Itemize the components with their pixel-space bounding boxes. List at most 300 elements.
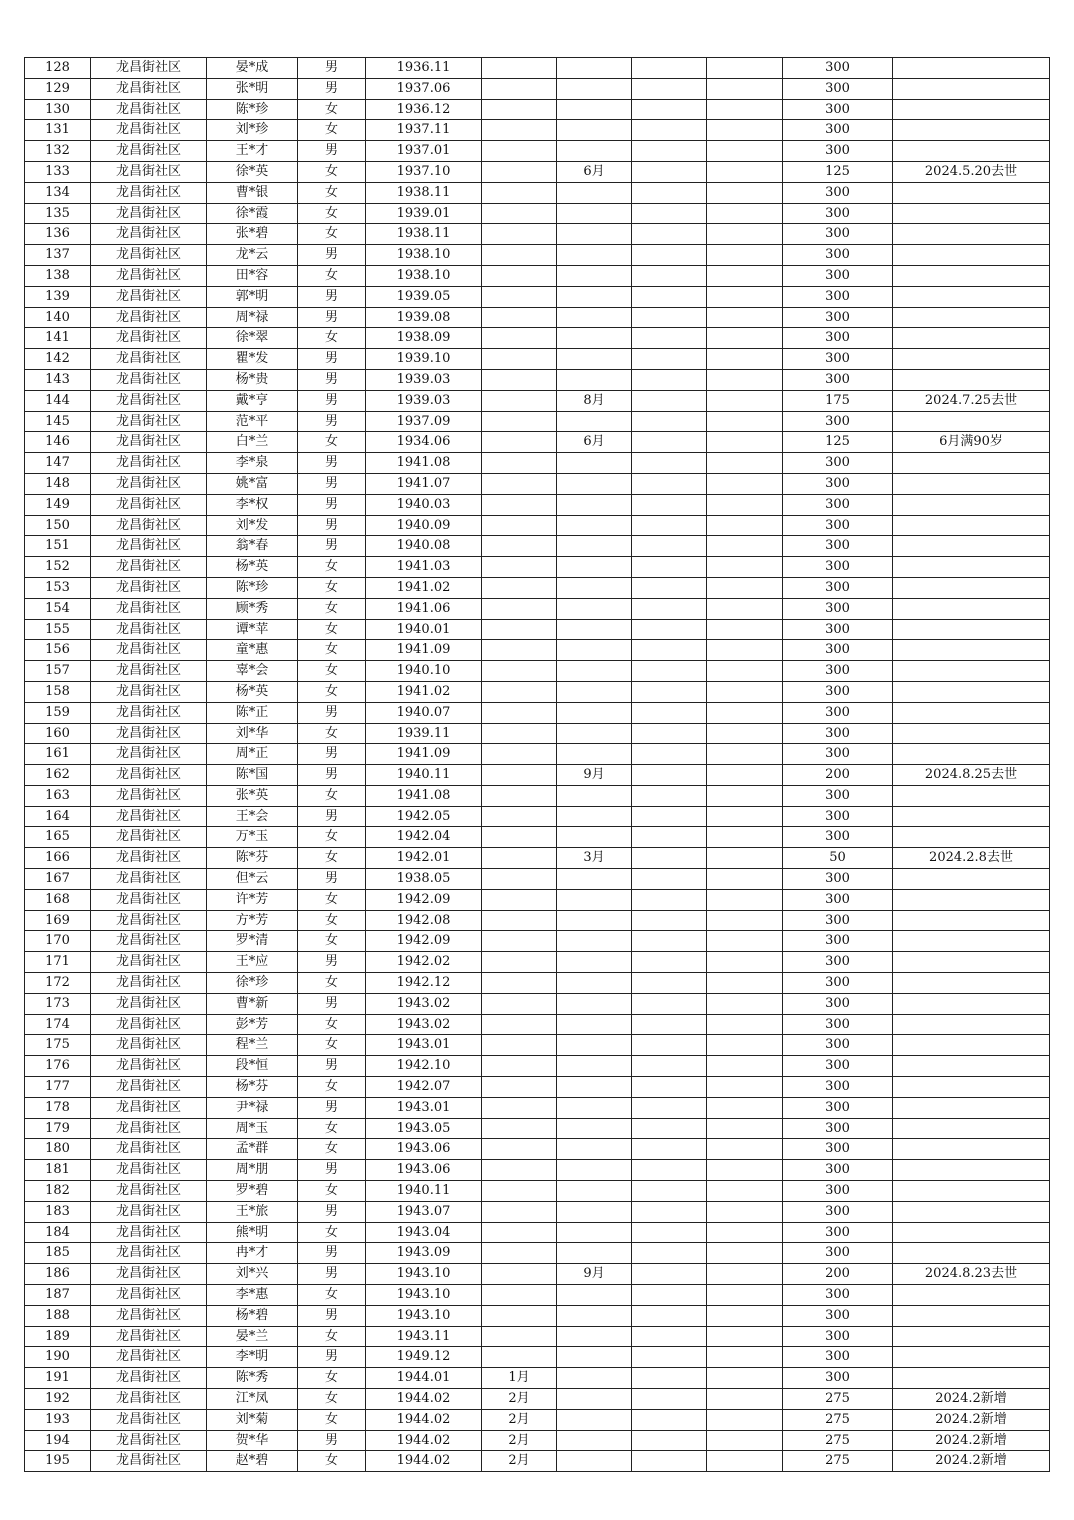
community-cell: 龙昌街社区 bbox=[91, 1222, 207, 1243]
community-cell: 龙昌街社区 bbox=[91, 141, 207, 162]
blank-cell-b bbox=[707, 1347, 783, 1368]
amount-cell: 300 bbox=[783, 806, 893, 827]
gender-cell: 女 bbox=[298, 1077, 366, 1098]
amount-cell: 300 bbox=[783, 1243, 893, 1264]
serial-number-cell: 139 bbox=[25, 286, 91, 307]
remark-cell bbox=[893, 1222, 1050, 1243]
amount-cell: 300 bbox=[783, 619, 893, 640]
remark-cell bbox=[893, 1305, 1050, 1326]
end-month-cell bbox=[557, 931, 632, 952]
blank-cell-b bbox=[707, 744, 783, 765]
table-row bbox=[25, 744, 1050, 765]
start-month-cell bbox=[482, 1014, 557, 1035]
end-month-cell: 6月 bbox=[557, 432, 632, 453]
table-row bbox=[25, 640, 1050, 661]
birth-date-cell: 1941.09 bbox=[366, 640, 482, 661]
blank-cell-b bbox=[707, 141, 783, 162]
birth-date-cell: 1938.11 bbox=[366, 224, 482, 245]
start-month-cell bbox=[482, 203, 557, 224]
table-row bbox=[25, 806, 1050, 827]
table-row bbox=[25, 702, 1050, 723]
community-cell: 龙昌街社区 bbox=[91, 286, 207, 307]
name-cell: 徐*英 bbox=[207, 161, 298, 182]
serial-number-cell: 187 bbox=[25, 1285, 91, 1306]
end-month-cell bbox=[557, 494, 632, 515]
end-month-cell bbox=[557, 1389, 632, 1410]
table-row bbox=[25, 889, 1050, 910]
name-cell: 范*平 bbox=[207, 411, 298, 432]
remark-cell bbox=[893, 141, 1050, 162]
amount-cell: 300 bbox=[783, 1305, 893, 1326]
amount-cell: 300 bbox=[783, 265, 893, 286]
blank-cell-a bbox=[632, 765, 707, 786]
serial-number-cell: 134 bbox=[25, 182, 91, 203]
end-month-cell: 9月 bbox=[557, 765, 632, 786]
remark-cell bbox=[893, 307, 1050, 328]
name-cell: 晏*成 bbox=[207, 58, 298, 79]
birth-date-cell: 1944.02 bbox=[366, 1389, 482, 1410]
amount-cell: 275 bbox=[783, 1451, 893, 1472]
serial-number-cell: 168 bbox=[25, 889, 91, 910]
remark-cell bbox=[893, 224, 1050, 245]
gender-cell: 女 bbox=[298, 1368, 366, 1389]
name-cell: 陈*正 bbox=[207, 702, 298, 723]
name-cell: 刘*华 bbox=[207, 723, 298, 744]
birth-date-cell: 1936.11 bbox=[366, 58, 482, 79]
name-cell: 童*惠 bbox=[207, 640, 298, 661]
table-row bbox=[25, 723, 1050, 744]
blank-cell-b bbox=[707, 785, 783, 806]
serial-number-cell: 129 bbox=[25, 78, 91, 99]
end-month-cell bbox=[557, 473, 632, 494]
start-month-cell bbox=[482, 286, 557, 307]
community-cell: 龙昌街社区 bbox=[91, 723, 207, 744]
blank-cell-a bbox=[632, 120, 707, 141]
blank-cell-a bbox=[632, 58, 707, 79]
serial-number-cell: 166 bbox=[25, 848, 91, 869]
gender-cell: 女 bbox=[298, 910, 366, 931]
amount-cell: 300 bbox=[783, 286, 893, 307]
table-row bbox=[25, 827, 1050, 848]
name-cell: 晏*兰 bbox=[207, 1326, 298, 1347]
blank-cell-b bbox=[707, 494, 783, 515]
start-month-cell bbox=[482, 1056, 557, 1077]
birth-date-cell: 1942.01 bbox=[366, 848, 482, 869]
blank-cell-a bbox=[632, 681, 707, 702]
blank-cell-b bbox=[707, 952, 783, 973]
blank-cell-b bbox=[707, 473, 783, 494]
blank-cell-b bbox=[707, 1139, 783, 1160]
name-cell: 王*会 bbox=[207, 806, 298, 827]
start-month-cell bbox=[482, 640, 557, 661]
name-cell: 张*英 bbox=[207, 785, 298, 806]
end-month-cell bbox=[557, 286, 632, 307]
gender-cell: 男 bbox=[298, 515, 366, 536]
remark-cell bbox=[893, 515, 1050, 536]
remark-cell bbox=[893, 1326, 1050, 1347]
remark-cell bbox=[893, 702, 1050, 723]
serial-number-cell: 184 bbox=[25, 1222, 91, 1243]
blank-cell-a bbox=[632, 702, 707, 723]
blank-cell-a bbox=[632, 1389, 707, 1410]
serial-number-cell: 192 bbox=[25, 1389, 91, 1410]
remark-cell bbox=[893, 328, 1050, 349]
start-month-cell bbox=[482, 515, 557, 536]
gender-cell: 男 bbox=[298, 78, 366, 99]
community-cell: 龙昌街社区 bbox=[91, 661, 207, 682]
blank-cell-a bbox=[632, 1097, 707, 1118]
table-row bbox=[25, 1409, 1050, 1430]
end-month-cell: 9月 bbox=[557, 1264, 632, 1285]
birth-date-cell: 1940.03 bbox=[366, 494, 482, 515]
birth-date-cell: 1943.10 bbox=[366, 1264, 482, 1285]
birth-date-cell: 1938.11 bbox=[366, 182, 482, 203]
gender-cell: 男 bbox=[298, 494, 366, 515]
amount-cell: 300 bbox=[783, 973, 893, 994]
blank-cell-b bbox=[707, 536, 783, 557]
name-cell: 方*芳 bbox=[207, 910, 298, 931]
amount-cell: 300 bbox=[783, 328, 893, 349]
end-month-cell bbox=[557, 661, 632, 682]
blank-cell-b bbox=[707, 1014, 783, 1035]
remark-cell bbox=[893, 1347, 1050, 1368]
start-month-cell bbox=[482, 78, 557, 99]
serial-number-cell: 173 bbox=[25, 993, 91, 1014]
birth-date-cell: 1942.02 bbox=[366, 952, 482, 973]
community-cell: 龙昌街社区 bbox=[91, 744, 207, 765]
table-row bbox=[25, 1118, 1050, 1139]
end-month-cell: 3月 bbox=[557, 848, 632, 869]
table-row bbox=[25, 952, 1050, 973]
community-cell: 龙昌街社区 bbox=[91, 411, 207, 432]
blank-cell-a bbox=[632, 536, 707, 557]
remark-cell bbox=[893, 785, 1050, 806]
gender-cell: 女 bbox=[298, 182, 366, 203]
blank-cell-a bbox=[632, 453, 707, 474]
birth-date-cell: 1940.08 bbox=[366, 536, 482, 557]
remark-cell bbox=[893, 494, 1050, 515]
gender-cell: 女 bbox=[298, 640, 366, 661]
community-cell: 龙昌街社区 bbox=[91, 453, 207, 474]
blank-cell-a bbox=[632, 993, 707, 1014]
amount-cell: 300 bbox=[783, 515, 893, 536]
blank-cell-b bbox=[707, 931, 783, 952]
table-row bbox=[25, 245, 1050, 266]
name-cell: 徐*珍 bbox=[207, 973, 298, 994]
community-cell: 龙昌街社区 bbox=[91, 952, 207, 973]
amount-cell: 125 bbox=[783, 161, 893, 182]
blank-cell-a bbox=[632, 411, 707, 432]
start-month-cell bbox=[482, 993, 557, 1014]
remark-cell bbox=[893, 661, 1050, 682]
gender-cell: 男 bbox=[298, 1201, 366, 1222]
table-row bbox=[25, 1243, 1050, 1264]
serial-number-cell: 188 bbox=[25, 1305, 91, 1326]
blank-cell-a bbox=[632, 1409, 707, 1430]
remark-cell bbox=[893, 349, 1050, 370]
table-row bbox=[25, 1389, 1050, 1410]
remark-cell: 2024.8.23去世 bbox=[893, 1264, 1050, 1285]
amount-cell: 300 bbox=[783, 307, 893, 328]
blank-cell-b bbox=[707, 1222, 783, 1243]
remark-cell bbox=[893, 1014, 1050, 1035]
name-cell: 王*旅 bbox=[207, 1201, 298, 1222]
birth-date-cell: 1942.09 bbox=[366, 931, 482, 952]
serial-number-cell: 159 bbox=[25, 702, 91, 723]
birth-date-cell: 1942.04 bbox=[366, 827, 482, 848]
gender-cell: 男 bbox=[298, 1264, 366, 1285]
name-cell: 顾*秀 bbox=[207, 598, 298, 619]
birth-date-cell: 1938.09 bbox=[366, 328, 482, 349]
name-cell: 杨*碧 bbox=[207, 1305, 298, 1326]
amount-cell: 300 bbox=[783, 1368, 893, 1389]
table-row bbox=[25, 785, 1050, 806]
name-cell: 但*云 bbox=[207, 869, 298, 890]
birth-date-cell: 1944.01 bbox=[366, 1368, 482, 1389]
name-cell: 赵*碧 bbox=[207, 1451, 298, 1472]
amount-cell: 175 bbox=[783, 390, 893, 411]
remark-cell bbox=[893, 473, 1050, 494]
remark-cell bbox=[893, 1097, 1050, 1118]
birth-date-cell: 1940.11 bbox=[366, 765, 482, 786]
table-row bbox=[25, 307, 1050, 328]
name-cell: 万*玉 bbox=[207, 827, 298, 848]
community-cell: 龙昌街社区 bbox=[91, 681, 207, 702]
remark-cell bbox=[893, 1118, 1050, 1139]
community-cell: 龙昌街社区 bbox=[91, 1368, 207, 1389]
name-cell: 周*玉 bbox=[207, 1118, 298, 1139]
serial-number-cell: 167 bbox=[25, 869, 91, 890]
table-row bbox=[25, 473, 1050, 494]
blank-cell-b bbox=[707, 1326, 783, 1347]
start-month-cell bbox=[482, 224, 557, 245]
serial-number-cell: 156 bbox=[25, 640, 91, 661]
end-month-cell bbox=[557, 889, 632, 910]
birth-date-cell: 1939.03 bbox=[366, 369, 482, 390]
community-cell: 龙昌街社区 bbox=[91, 973, 207, 994]
birth-date-cell: 1943.02 bbox=[366, 1014, 482, 1035]
remark-cell bbox=[893, 453, 1050, 474]
birth-date-cell: 1943.01 bbox=[366, 1097, 482, 1118]
blank-cell-a bbox=[632, 973, 707, 994]
table-row bbox=[25, 161, 1050, 182]
blank-cell-b bbox=[707, 848, 783, 869]
blank-cell-b bbox=[707, 1305, 783, 1326]
name-cell: 翁*春 bbox=[207, 536, 298, 557]
amount-cell: 300 bbox=[783, 640, 893, 661]
gender-cell: 女 bbox=[298, 1181, 366, 1202]
birth-date-cell: 1940.10 bbox=[366, 661, 482, 682]
table-row bbox=[25, 1097, 1050, 1118]
name-cell: 曹*银 bbox=[207, 182, 298, 203]
serial-number-cell: 132 bbox=[25, 141, 91, 162]
blank-cell-b bbox=[707, 1430, 783, 1451]
name-cell: 陈*秀 bbox=[207, 1368, 298, 1389]
table-row bbox=[25, 390, 1050, 411]
start-month-cell bbox=[482, 245, 557, 266]
serial-number-cell: 131 bbox=[25, 120, 91, 141]
gender-cell: 男 bbox=[298, 1160, 366, 1181]
end-month-cell bbox=[557, 598, 632, 619]
name-cell: 罗*碧 bbox=[207, 1181, 298, 1202]
serial-number-cell: 128 bbox=[25, 58, 91, 79]
blank-cell-b bbox=[707, 765, 783, 786]
serial-number-cell: 182 bbox=[25, 1181, 91, 1202]
blank-cell-a bbox=[632, 723, 707, 744]
start-month-cell bbox=[482, 307, 557, 328]
amount-cell: 300 bbox=[783, 1077, 893, 1098]
end-month-cell bbox=[557, 1285, 632, 1306]
serial-number-cell: 158 bbox=[25, 681, 91, 702]
end-month-cell bbox=[557, 1181, 632, 1202]
table-row bbox=[25, 328, 1050, 349]
serial-number-cell: 174 bbox=[25, 1014, 91, 1035]
remark-cell: 6月满90岁 bbox=[893, 432, 1050, 453]
gender-cell: 男 bbox=[298, 1347, 366, 1368]
serial-number-cell: 155 bbox=[25, 619, 91, 640]
amount-cell: 300 bbox=[783, 1014, 893, 1035]
blank-cell-b bbox=[707, 349, 783, 370]
community-cell: 龙昌街社区 bbox=[91, 161, 207, 182]
name-cell: 周*朋 bbox=[207, 1160, 298, 1181]
serial-number-cell: 175 bbox=[25, 1035, 91, 1056]
community-cell: 龙昌街社区 bbox=[91, 1139, 207, 1160]
birth-date-cell: 1938.10 bbox=[366, 265, 482, 286]
birth-date-cell: 1937.06 bbox=[366, 78, 482, 99]
start-month-cell bbox=[482, 681, 557, 702]
gender-cell: 女 bbox=[298, 889, 366, 910]
name-cell: 周*正 bbox=[207, 744, 298, 765]
table-row bbox=[25, 99, 1050, 120]
name-cell: 戴*亨 bbox=[207, 390, 298, 411]
name-cell: 田*容 bbox=[207, 265, 298, 286]
remark-cell bbox=[893, 910, 1050, 931]
serial-number-cell: 150 bbox=[25, 515, 91, 536]
end-month-cell bbox=[557, 1326, 632, 1347]
amount-cell: 300 bbox=[783, 1056, 893, 1077]
name-cell: 陈*芬 bbox=[207, 848, 298, 869]
gender-cell: 女 bbox=[298, 1118, 366, 1139]
blank-cell-a bbox=[632, 99, 707, 120]
blank-cell-b bbox=[707, 1097, 783, 1118]
birth-date-cell: 1942.08 bbox=[366, 910, 482, 931]
serial-number-cell: 149 bbox=[25, 494, 91, 515]
blank-cell-b bbox=[707, 99, 783, 120]
end-month-cell bbox=[557, 99, 632, 120]
table-row bbox=[25, 931, 1050, 952]
gender-cell: 男 bbox=[298, 806, 366, 827]
end-month-cell bbox=[557, 58, 632, 79]
table-row bbox=[25, 993, 1050, 1014]
start-month-cell bbox=[482, 1077, 557, 1098]
name-cell: 贺*华 bbox=[207, 1430, 298, 1451]
remark-cell bbox=[893, 120, 1050, 141]
end-month-cell bbox=[557, 1201, 632, 1222]
amount-cell: 300 bbox=[783, 993, 893, 1014]
birth-date-cell: 1943.02 bbox=[366, 993, 482, 1014]
table-row bbox=[25, 1430, 1050, 1451]
gender-cell: 男 bbox=[298, 58, 366, 79]
remark-cell: 2024.7.25去世 bbox=[893, 390, 1050, 411]
amount-cell: 50 bbox=[783, 848, 893, 869]
serial-number-cell: 143 bbox=[25, 369, 91, 390]
community-cell: 龙昌街社区 bbox=[91, 307, 207, 328]
gender-cell: 女 bbox=[298, 161, 366, 182]
name-cell: 白*兰 bbox=[207, 432, 298, 453]
remark-cell: 2024.2.8去世 bbox=[893, 848, 1050, 869]
start-month-cell bbox=[482, 1201, 557, 1222]
gender-cell: 女 bbox=[298, 1326, 366, 1347]
birth-date-cell: 1949.12 bbox=[366, 1347, 482, 1368]
community-cell: 龙昌街社区 bbox=[91, 432, 207, 453]
community-cell: 龙昌街社区 bbox=[91, 1097, 207, 1118]
blank-cell-b bbox=[707, 328, 783, 349]
end-month-cell bbox=[557, 120, 632, 141]
serial-number-cell: 164 bbox=[25, 806, 91, 827]
blank-cell-b bbox=[707, 598, 783, 619]
blank-cell-b bbox=[707, 869, 783, 890]
table-row bbox=[25, 411, 1050, 432]
blank-cell-a bbox=[632, 1243, 707, 1264]
community-cell: 龙昌街社区 bbox=[91, 848, 207, 869]
birth-date-cell: 1942.10 bbox=[366, 1056, 482, 1077]
blank-cell-a bbox=[632, 598, 707, 619]
gender-cell: 女 bbox=[298, 1409, 366, 1430]
blank-cell-a bbox=[632, 952, 707, 973]
name-cell: 陈*国 bbox=[207, 765, 298, 786]
blank-cell-b bbox=[707, 640, 783, 661]
remark-cell bbox=[893, 1056, 1050, 1077]
amount-cell: 300 bbox=[783, 120, 893, 141]
amount-cell: 200 bbox=[783, 1264, 893, 1285]
serial-number-cell: 154 bbox=[25, 598, 91, 619]
remark-cell bbox=[893, 557, 1050, 578]
start-month-cell bbox=[482, 1347, 557, 1368]
gender-cell: 女 bbox=[298, 1014, 366, 1035]
community-cell: 龙昌街社区 bbox=[91, 806, 207, 827]
birth-date-cell: 1943.06 bbox=[366, 1139, 482, 1160]
name-cell: 张*碧 bbox=[207, 224, 298, 245]
birth-date-cell: 1943.04 bbox=[366, 1222, 482, 1243]
gender-cell: 女 bbox=[298, 827, 366, 848]
birth-date-cell: 1941.06 bbox=[366, 598, 482, 619]
community-cell: 龙昌街社区 bbox=[91, 1430, 207, 1451]
blank-cell-a bbox=[632, 328, 707, 349]
gender-cell: 男 bbox=[298, 245, 366, 266]
end-month-cell bbox=[557, 744, 632, 765]
remark-cell: 2024.2新增 bbox=[893, 1409, 1050, 1430]
blank-cell-a bbox=[632, 910, 707, 931]
blank-cell-a bbox=[632, 640, 707, 661]
end-month-cell bbox=[557, 640, 632, 661]
start-month-cell bbox=[482, 1139, 557, 1160]
serial-number-cell: 147 bbox=[25, 453, 91, 474]
blank-cell-a bbox=[632, 1305, 707, 1326]
gender-cell: 女 bbox=[298, 681, 366, 702]
end-month-cell bbox=[557, 910, 632, 931]
start-month-cell: 2月 bbox=[482, 1389, 557, 1410]
gender-cell: 男 bbox=[298, 411, 366, 432]
table-row bbox=[25, 120, 1050, 141]
start-month-cell bbox=[482, 1285, 557, 1306]
blank-cell-b bbox=[707, 1389, 783, 1410]
start-month-cell bbox=[482, 411, 557, 432]
amount-cell: 300 bbox=[783, 453, 893, 474]
end-month-cell bbox=[557, 536, 632, 557]
start-month-cell bbox=[482, 1097, 557, 1118]
remark-cell bbox=[893, 1368, 1050, 1389]
amount-cell: 275 bbox=[783, 1389, 893, 1410]
